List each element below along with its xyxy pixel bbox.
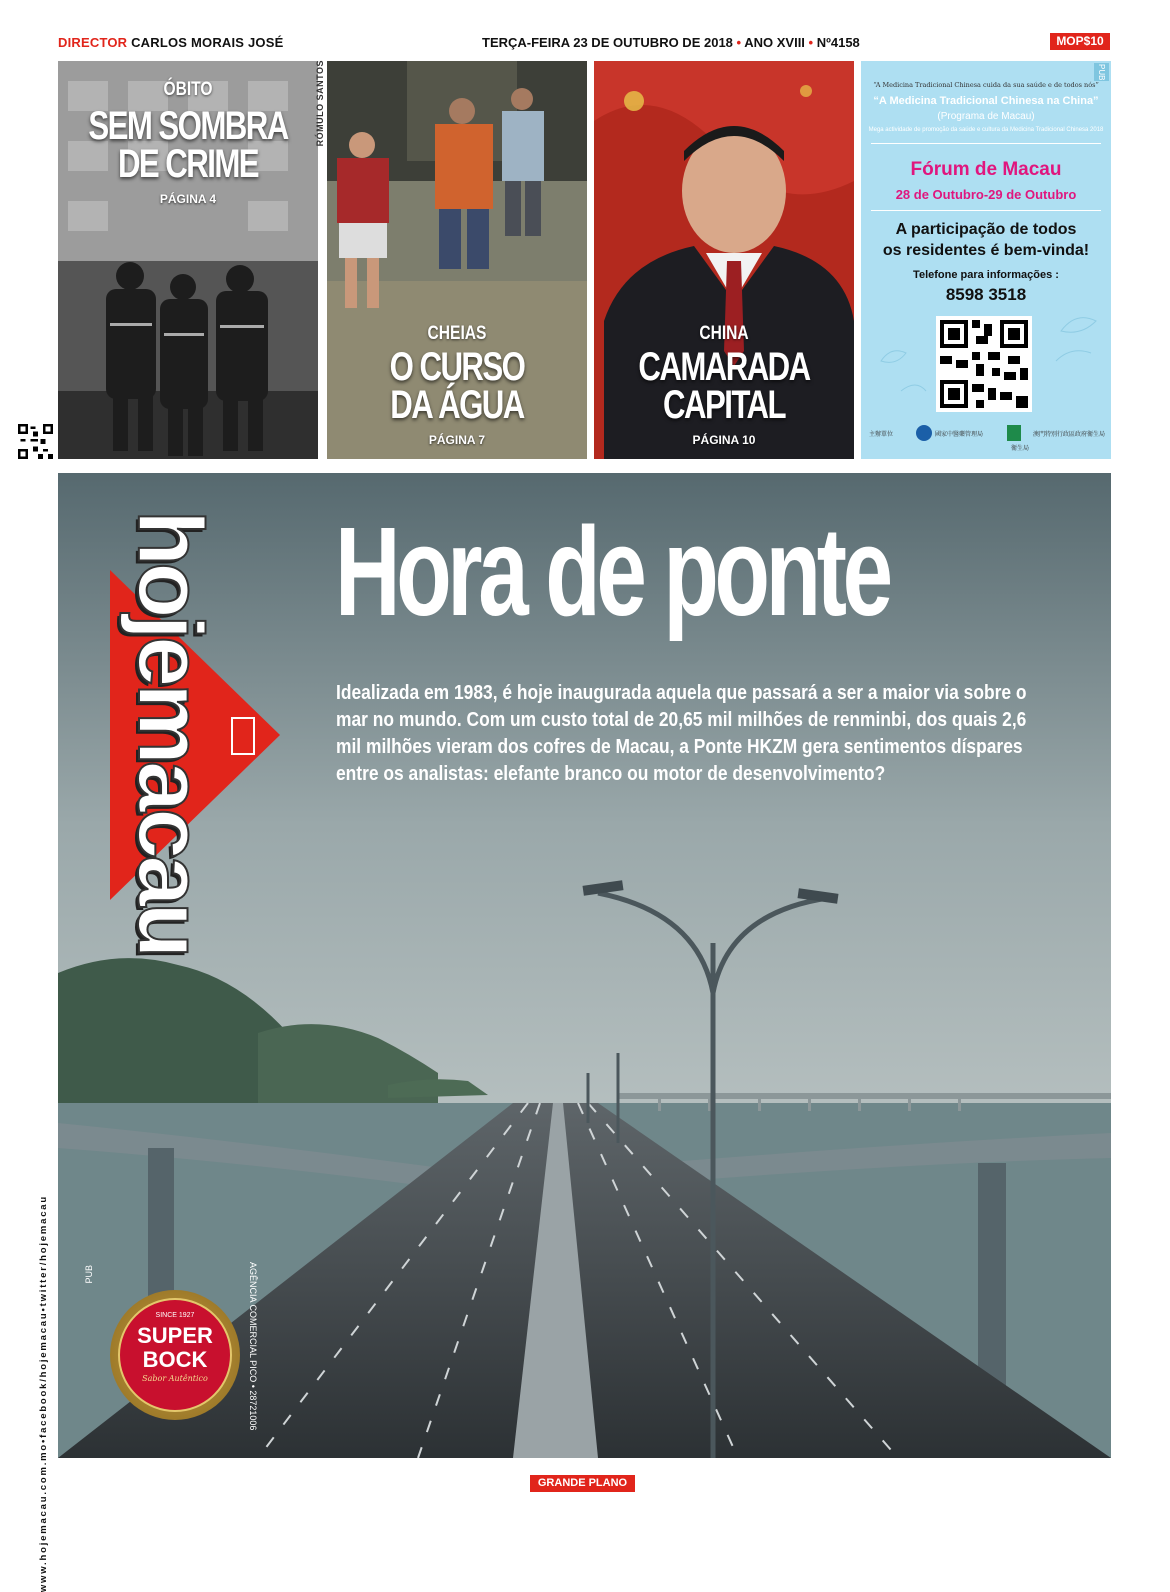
director-name: CARLOS MORAIS JOSÉ — [131, 35, 284, 50]
ad-phone-label: Telefone para informações : — [913, 269, 1059, 281]
small-qr-code-icon[interactable] — [18, 424, 53, 459]
teaser-page: PÁGINA 10 — [692, 433, 756, 447]
beer-since: SINCE 1927 — [155, 1312, 195, 1319]
social-links[interactable]: www.hojemacau.com.mo•facebook/hojemacau•twitter/hojemacau — [38, 1195, 49, 1592]
beer-brand-line2: BOCK — [142, 1347, 208, 1372]
teaser-kicker: ÓBITO — [163, 79, 213, 100]
beer-pub-label: PUB — [84, 1265, 94, 1284]
beer-ad-badge[interactable] — [110, 1290, 240, 1420]
issue-date: TERÇA-FEIRA 23 DE OUTUBRO DE 2018 — [482, 35, 733, 50]
health-services-logo-icon — [1007, 425, 1021, 441]
issue-year: ANO XVIII — [744, 35, 805, 50]
ad-description: Mega actividade de promoção da saúde e cultura da Medicina Tradicional Chinesa 2018 — [868, 127, 1104, 133]
ad-footer-label: 主辦單位 — [869, 432, 894, 438]
beer-slogan: Sabor Autêntico — [142, 1374, 208, 1383]
teaser-obito[interactable] — [58, 61, 318, 459]
ad-subtitle: (Programa de Macau) — [937, 111, 1035, 122]
ad-quote: “A Medicina Tradicional Chinesa cuida da sua saúde e de todos nós” — [873, 81, 1099, 89]
qr-code-icon — [936, 316, 1032, 412]
ad-phone[interactable]: 8598 3518 — [945, 285, 1027, 304]
issue-number: Nº4158 — [816, 35, 860, 50]
teaser-cheias[interactable] — [327, 61, 587, 459]
ad-dates: 28 de Outubro-29 de Outubro — [895, 187, 1077, 202]
photo-credit: RÓMULO SANTOS — [315, 60, 325, 147]
ad-forum: Fórum de Macau — [910, 159, 1062, 180]
tcm-forum-advert[interactable] — [861, 61, 1111, 459]
cover-headline: Hora de ponte — [335, 501, 889, 642]
masthead-logo[interactable] — [110, 510, 290, 980]
ad-footer-org2: 衛生局 — [1011, 446, 1030, 452]
org-logo-icon — [916, 425, 932, 441]
ad-footer-org3: 澳門特別行政區政府衛生局 — [1033, 432, 1106, 438]
beer-agency: AGÊNCIA COMERCIAL PICO • 28721006 — [248, 1262, 258, 1431]
ad-invite-line2: os residentes é bem-vinda! — [882, 242, 1090, 259]
beer-brand-line1: SUPER — [137, 1323, 213, 1348]
pub-tag: PUB — [1094, 63, 1109, 81]
teaser-china[interactable] — [594, 61, 854, 459]
ad-footer-org1: 國家中醫藥管理局 — [935, 432, 984, 438]
teaser-page: PÁGINA 7 — [428, 433, 486, 447]
cover-standfirst: Idealizada em 1983, é hoje inaugurada aquela que passará a ser a maior via sobre o mar no mundo. Com um custo total de 20,65 mil milhões de renminbi, dos quais 2,6 mil milhões vieram dos cofres de Macau, a Ponte HKZM gera sentimentos díspares entre os analistas: elefante branco ou motor de desenvolvimento? — [336, 682, 1027, 785]
ad-invite-line1: A participação de todos — [895, 221, 1077, 238]
teaser-headline: O CURSO DA ÁGUA — [389, 345, 525, 427]
section-tag: GRANDE PLANO — [530, 1475, 635, 1492]
teaser-headline: SEM SOMBRA DE CRIME — [88, 104, 288, 186]
masthead-name: hojemacau — [119, 510, 221, 955]
ad-title: “A Medicina Tradicional Chinesa na China” — [873, 95, 1099, 107]
director-credit — [58, 35, 283, 50]
teaser-kicker: CHINA — [699, 323, 749, 344]
teaser-kicker: CHEIAS — [427, 323, 487, 344]
teaser-page: PÁGINA 4 — [159, 192, 217, 206]
price-badge: MOP$10 — [1050, 33, 1110, 50]
teaser-headline: CAMARADA CAPITAL — [638, 345, 810, 427]
ad-qr-code[interactable] — [936, 316, 1032, 412]
director-label: DIRECTOR — [58, 35, 128, 50]
dateline: TERÇA-FEIRA 23 DE OUTUBRO DE 2018 • ANO XVIII • Nº4158 — [482, 35, 860, 50]
